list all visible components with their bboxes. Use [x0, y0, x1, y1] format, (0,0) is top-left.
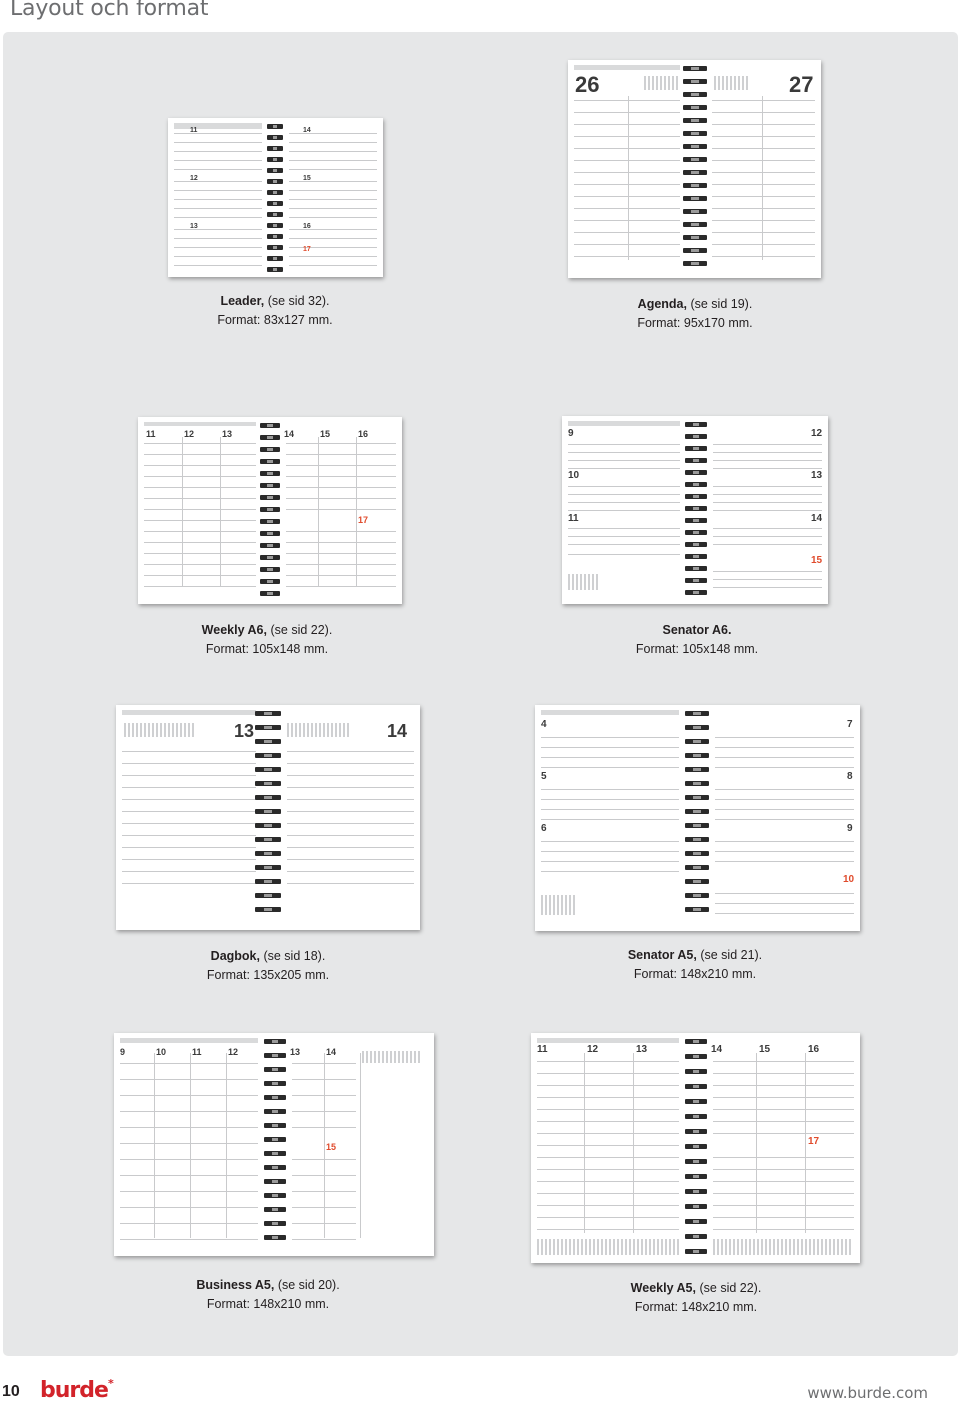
- product-name: Senator A6.: [662, 623, 732, 637]
- day-number: 15: [326, 1142, 337, 1152]
- day-number: 15: [303, 175, 311, 182]
- logo-mark: *: [107, 1376, 113, 1390]
- product-format: Format: 148x210 mm.: [633, 967, 757, 981]
- product-name: Business A5,: [196, 1278, 275, 1292]
- spiral-binding: [685, 1033, 707, 1263]
- day-number: 17: [808, 1136, 820, 1147]
- day-number: 6: [541, 823, 547, 834]
- planner-weekly-a6-image: [138, 417, 402, 604]
- product-format: Format: 95x170 mm.: [637, 316, 753, 330]
- day-number: 14: [284, 429, 295, 439]
- day-number: 11: [190, 127, 198, 134]
- planner-leader-image: [168, 118, 383, 277]
- day-number: 17: [358, 515, 369, 525]
- day-number: 5: [541, 771, 547, 782]
- planner-agenda-image: [568, 60, 821, 278]
- day-number: 13: [290, 1047, 301, 1057]
- day-number: 13: [222, 429, 233, 439]
- product-format: Format: 148x210 mm.: [206, 1297, 330, 1311]
- day-number: 9: [120, 1047, 126, 1057]
- page-reference: (se sid 18).: [263, 949, 326, 963]
- caption-agenda: [600, 295, 790, 333]
- day-number: 14: [811, 513, 823, 524]
- page-reference: (se sid 32).: [267, 294, 330, 308]
- caption-senator-a6: [602, 621, 792, 659]
- product-format: Format: 148x210 mm.: [634, 1300, 758, 1314]
- caption-leader: [180, 292, 370, 330]
- spiral-binding: [683, 60, 707, 278]
- day-number: 27: [789, 72, 814, 97]
- product-name: Weekly A6,: [201, 623, 267, 637]
- day-number: 14: [326, 1047, 337, 1057]
- spiral-binding: [255, 705, 281, 930]
- day-number: 10: [156, 1047, 167, 1057]
- day-number: 7: [847, 719, 853, 730]
- product-name: Dagbok,: [210, 949, 260, 963]
- day-number: 10: [843, 874, 855, 885]
- day-number: 14: [303, 127, 311, 134]
- page-reference: (se sid 19).: [690, 297, 753, 311]
- product-format: Format: 135x205 mm.: [206, 968, 330, 982]
- website-url[interactable]: www.burde.com: [807, 1384, 928, 1402]
- day-number: 26: [575, 72, 600, 97]
- product-name: Agenda,: [637, 297, 687, 311]
- spiral-binding: [685, 416, 707, 604]
- day-number: 13: [190, 223, 198, 230]
- day-number: 12: [228, 1047, 239, 1057]
- day-number: 15: [811, 555, 823, 566]
- day-number: 8: [847, 771, 853, 782]
- day-number: 16: [303, 223, 311, 230]
- day-number: 12: [587, 1044, 599, 1055]
- day-number: 17: [303, 246, 311, 253]
- caption-dagbok: [173, 947, 363, 985]
- day-number: 13: [234, 721, 255, 741]
- day-number: 9: [847, 823, 853, 834]
- page-heading: Layout och format: [10, 0, 209, 21]
- day-number: 10: [568, 470, 580, 481]
- day-number: 15: [320, 429, 331, 439]
- day-number: 14: [387, 721, 408, 741]
- day-number: 11: [568, 513, 579, 524]
- day-number: 11: [192, 1047, 202, 1057]
- product-name: Weekly A5,: [630, 1281, 696, 1295]
- spiral-binding: [267, 118, 283, 277]
- burde-logo: [40, 1378, 113, 1403]
- day-number: 12: [811, 428, 823, 439]
- planner-business-a5-image: [114, 1033, 434, 1256]
- day-number: 9: [568, 428, 574, 439]
- planner-dagbok-image: [116, 705, 420, 930]
- day-number: 4: [541, 719, 547, 730]
- day-number: 13: [636, 1044, 648, 1055]
- spiral-binding: [264, 1033, 286, 1256]
- day-number: 13: [811, 470, 823, 481]
- caption-weekly-a6: [172, 621, 362, 659]
- product-format: Format: 105x148 mm.: [635, 642, 759, 656]
- spiral-binding: [260, 417, 280, 604]
- day-number: 16: [808, 1044, 820, 1055]
- caption-senator-a5: [600, 946, 790, 984]
- day-number: 11: [537, 1044, 548, 1055]
- day-number: 14: [711, 1044, 723, 1055]
- spiral-binding: [685, 705, 709, 931]
- product-name: Senator A5,: [627, 948, 697, 962]
- product-format: Format: 105x148 mm.: [205, 642, 329, 656]
- page-reference: (se sid 20).: [277, 1278, 340, 1292]
- page-number: 10: [2, 1383, 20, 1400]
- page-reference: (se sid 22).: [699, 1281, 762, 1295]
- caption-business-a5: [173, 1276, 363, 1314]
- day-number: 16: [358, 429, 369, 439]
- planner-weekly-a5-image: [531, 1033, 860, 1263]
- day-number: 12: [184, 429, 195, 439]
- planner-senator-a6-image: [562, 416, 828, 604]
- caption-weekly-a5: [601, 1279, 791, 1317]
- planner-senator-a5-image: [535, 705, 860, 931]
- day-number: 12: [190, 175, 198, 182]
- page-reference: (se sid 21).: [700, 948, 763, 962]
- day-number: 15: [759, 1044, 771, 1055]
- day-number: 11: [146, 429, 156, 439]
- product-name: Leader,: [220, 294, 265, 308]
- logo-text: burde: [40, 1378, 108, 1403]
- page-reference: (se sid 22).: [270, 623, 333, 637]
- product-format: Format: 83x127 mm.: [217, 313, 333, 327]
